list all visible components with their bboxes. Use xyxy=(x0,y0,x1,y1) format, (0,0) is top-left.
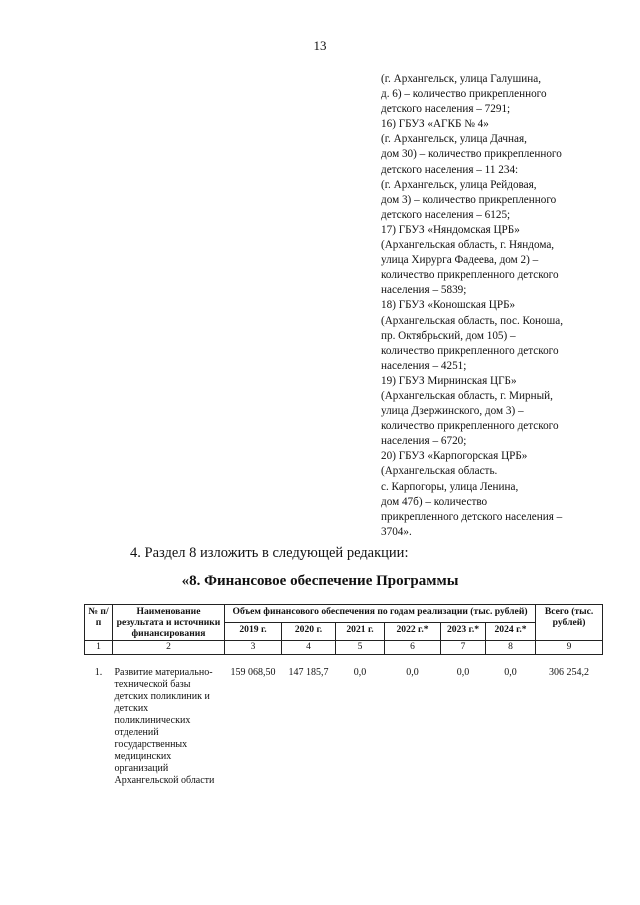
list-line: (г. Архангельск, улица Рейдовая, xyxy=(381,178,537,191)
list-line: 19) ГБУЗ Мирнинская ЦГБ» xyxy=(381,374,517,387)
row-value-2019: 159 068,50 xyxy=(230,667,276,678)
list-line: пр. Октябрьский, дом 105) – xyxy=(381,329,516,342)
column-index: 7 xyxy=(441,641,486,655)
list-line: (г. Архангельск, улица Галушина, xyxy=(381,73,542,85)
list-line: с. Карпогоры, улица Ленина, xyxy=(381,480,519,493)
column-index-row xyxy=(85,641,603,655)
list-line: д. 6) – количество прикрепленного xyxy=(381,88,547,101)
row-value-2022: 0,0 xyxy=(406,667,419,678)
row-value-2023: 0,0 xyxy=(456,667,470,678)
list-line: 3704». xyxy=(381,525,412,538)
list-line: прикрепленного детского населения – xyxy=(381,510,563,523)
row-name: Развитие материально-технической базы детских поликлиник и детских поликлинических отделений государственных медицинских организаций Архангельской области xyxy=(114,667,215,786)
list-line: 20) ГБУЗ «Карпогорская ЦРБ» xyxy=(381,450,528,463)
row-value-2020: 147 185,7 xyxy=(288,667,329,678)
row-value-2021: 0,0 xyxy=(353,667,367,678)
list-line: количество прикрепленного детского xyxy=(381,269,559,282)
list-line: дом 30) – количество прикрепленного xyxy=(381,148,562,161)
header-year: 2019 г. xyxy=(225,623,282,641)
list-line: количество прикрепленного детского xyxy=(381,344,559,357)
row-number: 1. xyxy=(94,667,103,678)
list-line: населения – 4251; xyxy=(381,359,467,372)
column-index: 2 xyxy=(113,641,225,655)
section-title: «8. Финансовое обеспечение Программы xyxy=(181,573,459,589)
list-line: улица Хирурга Фадеева, дом 2) – xyxy=(381,254,539,267)
column-index: 6 xyxy=(385,641,441,655)
amendment-instruction: 4. Раздел 8 изложить в следующей редакции: xyxy=(130,545,409,561)
list-line: населения – 5839; xyxy=(381,284,467,297)
list-line: 17) ГБУЗ «Няндомская ЦРБ» xyxy=(381,223,520,236)
header-year: 2022 г.* xyxy=(385,623,441,641)
column-index: 1 xyxy=(85,641,113,655)
list-line: дом 47б) – количество xyxy=(381,495,488,508)
list-line: 18) ГБУЗ «Коношская ЦРБ» xyxy=(381,299,516,312)
column-index: 3 xyxy=(225,641,282,655)
row-value-2024: 0,0 xyxy=(504,667,517,678)
list-line: дом 3) – количество прикрепленного xyxy=(381,193,557,206)
column-index: 8 xyxy=(486,641,536,655)
header-year: 2020 г. xyxy=(282,623,336,641)
header-total: Всего (тыс. рублей) xyxy=(536,605,603,641)
table-row xyxy=(85,655,603,789)
header-row xyxy=(85,605,603,623)
header-year: 2023 г.* xyxy=(441,623,486,641)
list-line: (г. Архангельск, улица Дачная, xyxy=(381,133,527,146)
header-number: № п/п xyxy=(85,605,113,641)
list-line: населения – 6720; xyxy=(381,435,467,448)
list-line: (Архангельская область. xyxy=(381,465,498,478)
list-line: детского населения – 11 234: xyxy=(381,163,519,176)
list-line: (Архангельская область, пос. Коноша, xyxy=(381,314,564,327)
financing-table xyxy=(84,604,603,788)
header-volume: Объем финансового обеспечения по годам реализации (тыс. рублей) xyxy=(225,605,536,623)
column-index: 5 xyxy=(336,641,385,655)
institution-list xyxy=(381,72,596,540)
list-line: (Архангельская область, г. Мирный, xyxy=(381,389,553,402)
header-year: 2021 г. xyxy=(336,623,385,641)
row-total: 306 254,2 xyxy=(549,667,590,678)
list-line: 16) ГБУЗ «АГКБ № 4» xyxy=(381,118,489,131)
list-line: детского населения – 7291; xyxy=(381,103,511,116)
header-name: Наименование результата и источники финансирования xyxy=(113,605,225,641)
list-line: детского населения – 6125; xyxy=(381,208,511,221)
column-index: 9 xyxy=(536,641,603,655)
list-line: количество прикрепленного детского xyxy=(381,420,559,433)
list-line: улица Дзержинского, дом 3) – xyxy=(381,405,524,418)
list-line: (Архангельская область, г. Няндома, xyxy=(381,239,555,252)
column-index: 4 xyxy=(282,641,336,655)
header-year: 2024 г.* xyxy=(486,623,536,641)
page-number: 13 xyxy=(313,38,327,53)
